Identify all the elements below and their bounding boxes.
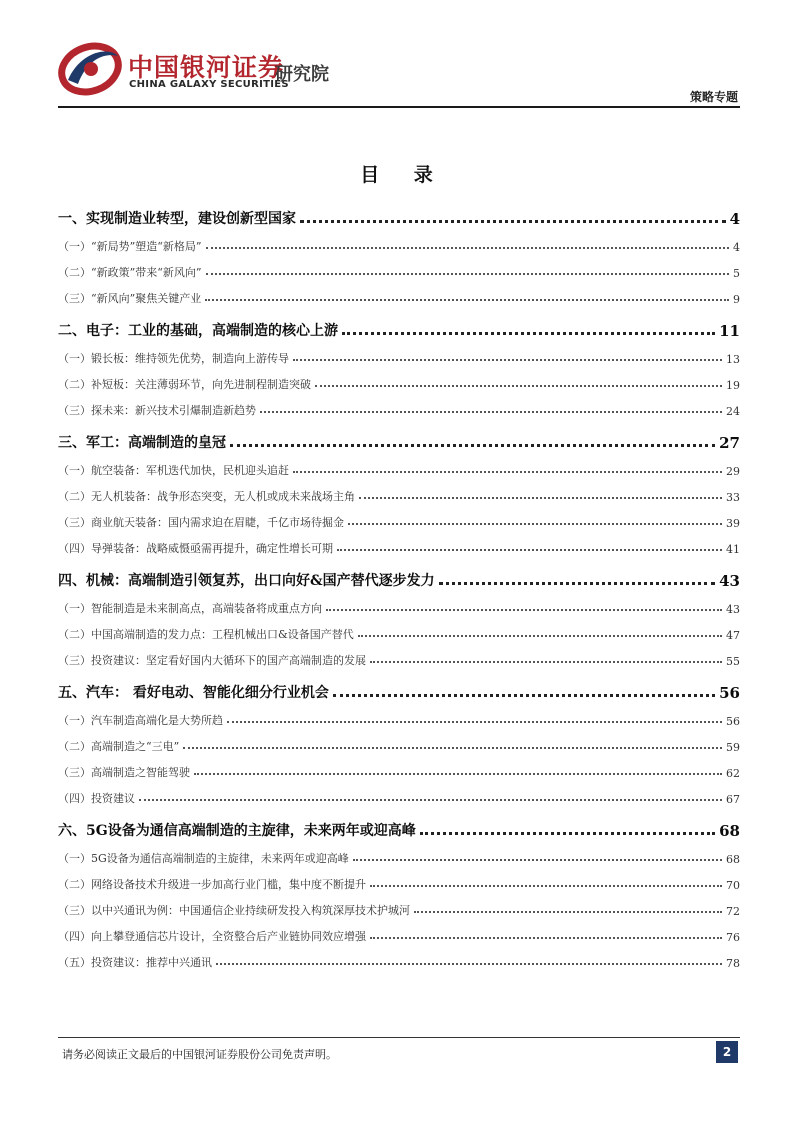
toc-subsection[interactable] xyxy=(58,530,740,556)
institute-label: 研究院 xyxy=(275,64,329,85)
toc-subsection-page: 4 xyxy=(733,241,740,254)
dot-leader xyxy=(216,963,722,965)
toc-subsection-title: （四）向上攀登通信芯片设计，全资整合后产业链协同效应增强 xyxy=(58,930,366,943)
toc-subsection-page: 29 xyxy=(726,465,740,478)
dot-leader xyxy=(183,747,722,749)
dot-leader xyxy=(337,549,722,551)
dot-leader xyxy=(206,247,730,249)
toc-section[interactable] xyxy=(58,424,740,452)
toc-subsection-page: 39 xyxy=(726,517,740,530)
brand-name-cn: 中国银河证券 xyxy=(128,53,285,82)
toc-subsection-title: （二）高端制造之“三电” xyxy=(58,740,180,753)
toc-subsection[interactable] xyxy=(58,840,740,866)
toc-subsection-page: 70 xyxy=(726,879,740,892)
toc-subsection[interactable] xyxy=(58,228,740,254)
toc-subsection-page: 33 xyxy=(726,491,740,504)
toc-subsection[interactable] xyxy=(58,340,740,366)
toc-subsection-page: 72 xyxy=(726,905,740,918)
toc-subsection-page: 24 xyxy=(726,405,740,418)
toc-subsection-page: 13 xyxy=(726,353,740,366)
toc-subsection[interactable] xyxy=(58,254,740,280)
toc-subsection-title: （二）网络设备技术升级进一步加高行业门槛，集中度不断提升 xyxy=(58,878,366,891)
dot-leader xyxy=(227,721,722,723)
toc-subsection-title: （三）投资建议：坚定看好国内大循环下的国产高端制造的发展 xyxy=(58,654,366,667)
toc-subsection-page: 62 xyxy=(726,767,740,780)
toc-subsection-title: （二）无人机装备：战争形态突变，无人机或成未来战场主角 xyxy=(58,490,355,503)
toc-subsection-page: 76 xyxy=(726,931,740,944)
brand-name-en: CHINA GALAXY SECURITIES xyxy=(129,79,289,90)
toc-subsection[interactable] xyxy=(58,280,740,306)
toc-subsection[interactable] xyxy=(58,616,740,642)
toc-section-title: 二、电子：工业的基础，高端制造的核心上游 xyxy=(58,323,338,339)
toc-section-page: 11 xyxy=(719,322,740,340)
toc-subsection[interactable] xyxy=(58,780,740,806)
toc-subsection[interactable] xyxy=(58,918,740,944)
toc-subsection-title: （三）以中兴通讯为例：中国通信企业持续研发投入构筑深厚技术护城河 xyxy=(58,904,410,917)
toc-subsection-page: 47 xyxy=(726,629,740,642)
toc-subsection[interactable] xyxy=(58,754,740,780)
toc-subsection-page: 9 xyxy=(733,293,740,306)
toc-subsection-title: （三）高端制造之智能驾驶 xyxy=(58,766,190,779)
toc-section-title: 三、军工：高端制造的皇冠 xyxy=(58,435,226,451)
disclaimer-note: 请务必阅读正文最后的中国银河证券股份公司免责声明。 xyxy=(62,1048,337,1061)
toc-subsection[interactable] xyxy=(58,866,740,892)
toc-subsection-page: 59 xyxy=(726,741,740,754)
toc-subsection-page: 19 xyxy=(726,379,740,392)
toc-section-title: 五、汽车： 看好电动、智能化细分行业机会 xyxy=(58,685,329,701)
toc-subsection-title: （一）智能制造是未来制高点，高端装备将成重点方向 xyxy=(58,602,322,615)
toc-subsection-title: （五）投资建议：推荐中兴通讯 xyxy=(58,956,212,969)
page-header xyxy=(58,38,740,108)
toc-subsection[interactable] xyxy=(58,728,740,754)
toc-subsection-title: （二）补短板：关注薄弱环节，向先进制程制造突破 xyxy=(58,378,311,391)
dot-leader xyxy=(260,411,722,413)
toc-section[interactable] xyxy=(58,562,740,590)
toc-subsection-page: 68 xyxy=(726,853,740,866)
toc-subsection-page: 56 xyxy=(726,715,740,728)
dot-leader xyxy=(358,635,722,637)
toc-subsection-page: 67 xyxy=(726,793,740,806)
dot-leader xyxy=(326,609,722,611)
toc-section-title: 六、5G设备为通信高端制造的主旋律，未来两年或迎高峰 xyxy=(58,823,416,839)
toc-subsection-title: （二）中国高端制造的发力点：工程机械出口&设备国产替代 xyxy=(58,628,354,641)
dot-leader xyxy=(370,937,722,939)
header-divider xyxy=(58,106,740,108)
toc-subsection[interactable] xyxy=(58,478,740,504)
toc-section-page: 56 xyxy=(719,684,740,702)
dot-leader xyxy=(300,220,726,223)
china-galaxy-logo-icon xyxy=(58,40,126,96)
toc-subsection-title: （三）探未来：新兴技术引爆制造新趋势 xyxy=(58,404,256,417)
toc-subsection-title: （三）“新风向”聚焦关键产业 xyxy=(58,292,202,305)
dot-leader xyxy=(205,299,729,301)
table-of-contents xyxy=(58,200,740,970)
toc-subsection-page: 55 xyxy=(726,655,740,668)
toc-subsection-page: 5 xyxy=(733,267,740,280)
toc-section-title: 一、实现制造业转型，建设创新型国家 xyxy=(58,211,296,227)
toc-subsection[interactable] xyxy=(58,590,740,616)
toc-section[interactable] xyxy=(58,812,740,840)
toc-section-page: 43 xyxy=(719,572,740,590)
toc-section[interactable] xyxy=(58,674,740,702)
dot-leader xyxy=(333,694,715,697)
dot-leader xyxy=(348,523,722,525)
dot-leader xyxy=(139,799,722,801)
toc-section[interactable] xyxy=(58,200,740,228)
toc-title: 目 录 xyxy=(360,164,447,186)
toc-subsection-page: 78 xyxy=(726,957,740,970)
dot-leader xyxy=(420,832,715,835)
toc-subsection-title: （一）锻长板：维持领先优势，制造向上游传导 xyxy=(58,352,289,365)
page-number: 2 xyxy=(716,1041,738,1063)
toc-subsection-title: （一）“新局势”塑造“新格局” xyxy=(58,240,202,253)
toc-subsection-title: （一）5G设备为通信高端制造的主旋律，未来两年或迎高峰 xyxy=(58,852,349,865)
toc-section-page: 4 xyxy=(729,210,740,228)
report-type-tag: 策略专题 xyxy=(689,90,738,104)
dot-leader xyxy=(370,885,722,887)
dot-leader xyxy=(414,911,722,913)
dot-leader xyxy=(315,385,722,387)
toc-section-page: 27 xyxy=(719,434,740,452)
toc-section[interactable] xyxy=(58,312,740,340)
toc-subsection-title: （三）商业航天装备：国内需求迫在眉睫，千亿市场待掘金 xyxy=(58,516,344,529)
toc-subsection-page: 41 xyxy=(726,543,740,556)
dot-leader xyxy=(194,773,722,775)
toc-subsection-title: （四）投资建议 xyxy=(58,792,135,805)
toc-section-title: 四、机械：高端制造引领复苏，出口向好&国产替代逐步发力 xyxy=(58,573,435,589)
toc-subsection-title: （四）导弹装备：战略威慑亟需再提升，确定性增长可期 xyxy=(58,542,333,555)
dot-leader xyxy=(353,859,722,861)
dot-leader xyxy=(359,497,722,499)
dot-leader xyxy=(370,661,722,663)
toc-subsection-title: （一）汽车制造高端化是大势所趋 xyxy=(58,714,223,727)
toc-subsection[interactable] xyxy=(58,892,740,918)
toc-subsection[interactable] xyxy=(58,944,740,970)
dot-leader xyxy=(342,332,715,335)
toc-subsection-title: （二）“新政策”带来“新风向” xyxy=(58,266,202,279)
dot-leader xyxy=(293,359,722,361)
dot-leader xyxy=(206,273,730,275)
toc-subsection-page: 43 xyxy=(726,603,740,616)
toc-subsection[interactable] xyxy=(58,642,740,668)
dot-leader xyxy=(230,444,715,447)
footer-divider xyxy=(58,1037,740,1038)
toc-section-page: 68 xyxy=(719,822,740,840)
toc-subsection-title: （一）航空装备：军机迭代加快，民机迎头追赶 xyxy=(58,464,289,477)
toc-subsection[interactable] xyxy=(58,702,740,728)
toc-subsection[interactable] xyxy=(58,392,740,418)
toc-subsection[interactable] xyxy=(58,504,740,530)
dot-leader xyxy=(293,471,722,473)
dot-leader xyxy=(439,582,715,585)
toc-subsection[interactable] xyxy=(58,366,740,392)
toc-subsection[interactable] xyxy=(58,452,740,478)
